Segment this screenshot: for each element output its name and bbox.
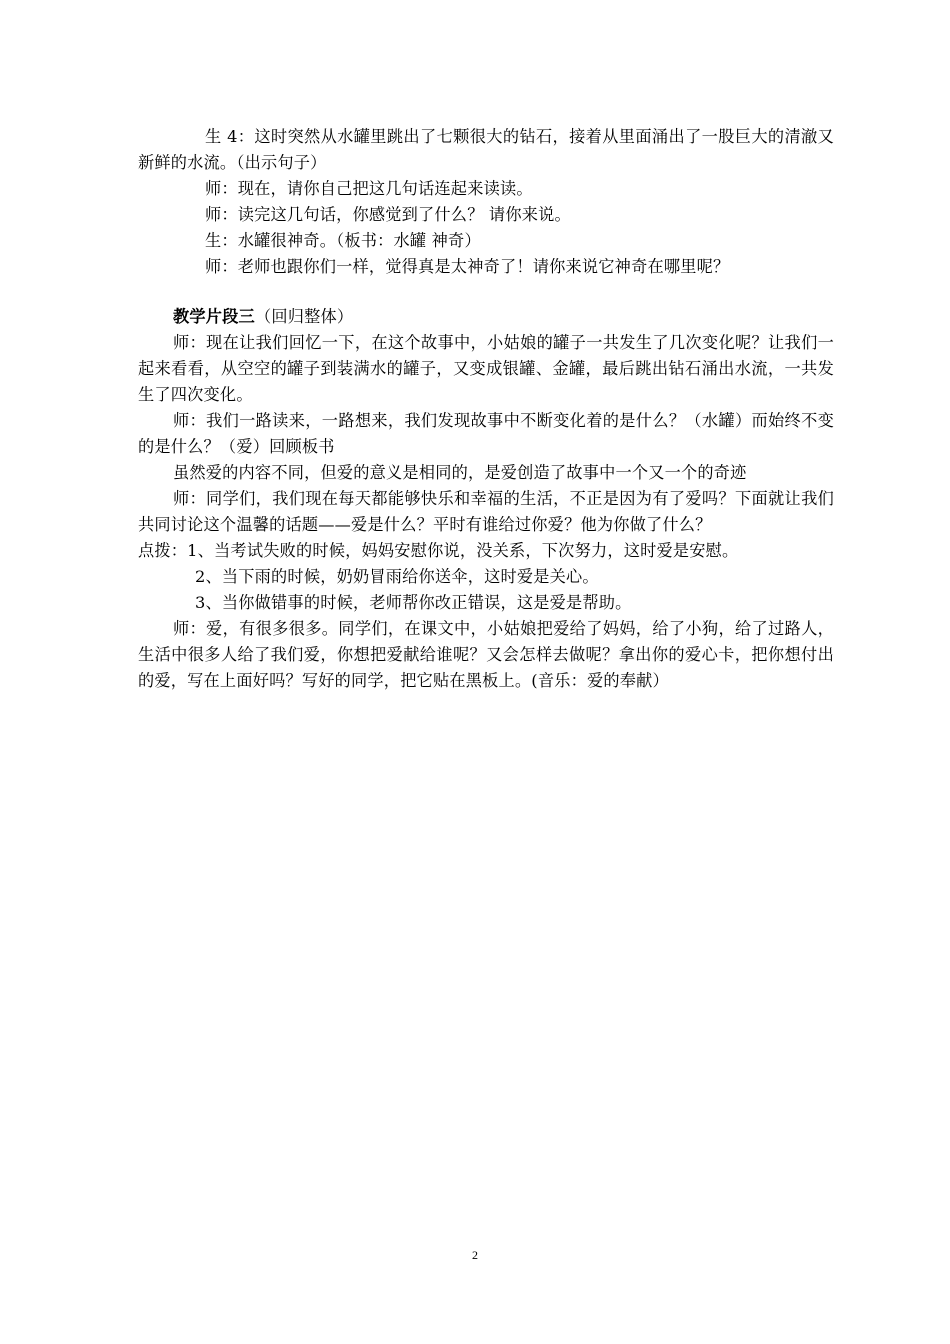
- section-paragraph-1: 师：现在让我们回忆一下，在这个故事中，小姑娘的罐子一共发生了几次变化呢？让我们一起来看看，从空空的罐子到装满水的罐子，又变成银罐、金罐，最后跳出钻石涌出水流，一共发生了四次变化。: [138, 333, 834, 404]
- dialogue-line-5: 师：老师也跟你们一样，觉得真是太神奇了！请你来说它神奇在哪里呢？: [205, 257, 730, 276]
- document-page: [138, 124, 834, 694]
- section-title: 教学片段三: [173, 307, 255, 326]
- dialogue-line-3: 师：读完这几句话，你感觉到了什么？ 请你来说。: [205, 205, 571, 224]
- dialogue-line-2: 师：现在，请你自己把这几句话连起来读读。: [205, 179, 533, 198]
- closing-paragraph: 师：爱，有很多很多。同学们，在课文中，小姑娘把爱给了妈妈，给了小狗，给了过路人，生活中很多人给了我们爱，你想把爱献给谁呢？又会怎样去做呢？拿出你的爱心卡，把你想付出的爱，写在上面好吗？写好的同学，把它贴在黑板上。(音乐：爱的奉献）: [138, 619, 834, 690]
- dialogue-line-4: 生：水罐很神奇。（板书：水罐 神奇）: [205, 231, 481, 250]
- dialogue-line-1: 生 4：这时突然从水罐里跳出了七颗很大的钻石，接着从里面涌出了一股巨大的清澈又新鲜的水流。（出示句子）: [138, 127, 834, 172]
- section-paragraph-2: 师：我们一路读来，一路想来，我们发现故事中不断变化着的是什么？（水罐）而始终不变的是什么？（爱）回顾板书: [138, 411, 834, 456]
- section-subtitle: （回归整体）: [254, 307, 354, 326]
- guide-item-1: 点拨：1、当考试失败的时候，妈妈安慰你说，没关系，下次努力，这时爱是安慰。: [138, 541, 739, 560]
- guide-item-3: 3、当你做错事的时候，老师帮你改正错误，这是爱是帮助。: [195, 593, 632, 612]
- section-heading: [138, 304, 834, 330]
- section-paragraph-3: 虽然爱的内容不同，但爱的意义是相同的，是爱创造了故事中一个又一个的奇迹: [173, 463, 747, 482]
- section-paragraph-4: 师：同学们，我们现在每天都能够快乐和幸福的生活，不正是因为有了爱吗？下面就让我们共同讨论这个温馨的话题——爱是什么？平时有谁给过你爱？他为你做了什么？: [138, 489, 834, 534]
- page-number: 2: [472, 1248, 478, 1262]
- section-gap: [138, 280, 834, 304]
- guide-item-2: 2、当下雨的时候，奶奶冒雨给你送伞，这时爱是关心。: [195, 567, 599, 586]
